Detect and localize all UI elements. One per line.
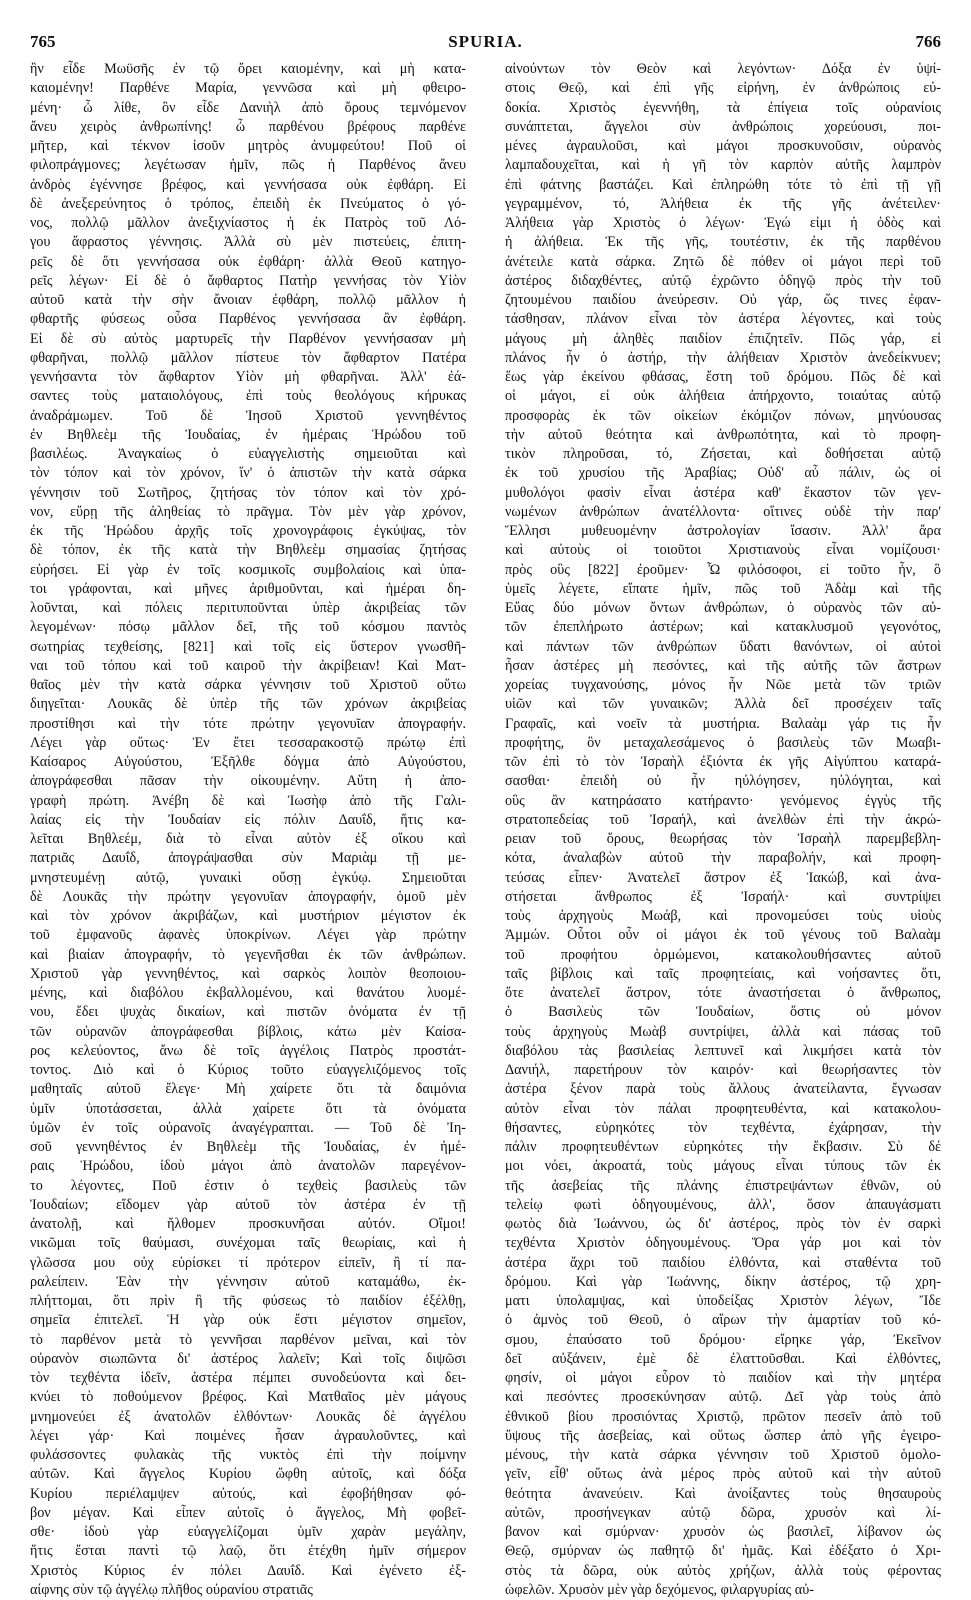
text-line: τὴν αὐτοῦ θεότητα καὶ ἀνθρωπότητα, καὶ τὸ προφη- — [505, 426, 941, 443]
text-line: γου ἄφραστος γέννησις. Ἀλλὰ σὺ μὲν πιστεύεις, ἐπιτη- — [30, 234, 466, 251]
text-line: ἡ ἀλήθεια. Ἐκ τῆς γῆς, τουτέστιν, ἐκ τῆς παρθένου — [505, 234, 941, 251]
text-line: ὁ Βασιλεὺς τῶν Ἰουδαίων, ὅστις οὐ μόνον — [505, 1004, 941, 1021]
text-line: νωμένων ἀνθρώπων ἀνατέλλοντα· οἵτινες οὐδὲ τὴν παρ' — [505, 503, 941, 520]
text-line: τὸν τεχθέντα ἰδεῖν, ἀστέρα πέμπει συνοδεύοντα καὶ δει- — [30, 1370, 466, 1386]
text-line: τὸν τόπον καὶ τὸν χρόνον, ἵν' ὁ ἀπιστῶν τὴν κατὰ σάρκα — [30, 465, 466, 482]
text-line: μυθολόγοι φασὶν εἶναι ἀστέρα καθ' ἕκαστον τῶν γεν- — [505, 484, 941, 501]
text-line: Ἀμμών. Οὗτοι οὖν οἱ μάγοι ἐκ τοῦ γένους τοῦ Βαλαὰμ — [505, 927, 941, 944]
text-line: ὑμῖν ὑποτάσσεται, ἀλλὰ χαίρετε ὅτι τὰ ὀνόματα — [30, 1100, 466, 1117]
text-line: ζητουμένου παιδίου ἀνεύρεσιν. Οὐ γάρ, ὥς τινες ἐφαν- — [505, 292, 941, 308]
text-line: Χριστοῦ γὰρ γεννηθέντος, καὶ σαρκὸς λοιπὸν θεοποιου- — [30, 965, 466, 982]
text-line: μένες ἀγραυλοῦσι, καὶ μάγοι προσκυνοῦσιν, οὐρανὸς — [505, 138, 941, 154]
text-line: ρειαν τοῦ ὄρους, θεωρήσας τὸν Ἰσραὴλ παρεμβεβλη- — [505, 831, 941, 847]
text-line: τοὺς ἀρχηγοὺς Μωάβ, καὶ προνομεύσει τοὺς υἱοὺς — [505, 908, 941, 924]
text-line: βανον καὶ σμύρναν· χρυσὸν ὡς βασιλεῖ, λίβανον ὡς — [505, 1524, 941, 1540]
text-line: τοὺς ἀρχηγοὺς Μωὰβ συντρίψει, ἀλλὰ καὶ πάσας τοῦ — [505, 1023, 941, 1040]
text-line: ἐν Βηθλεὲμ τῆς Ἰουδαίας, ἐν ἡμέραις Ἡρώδου τοῦ — [30, 426, 466, 443]
text-line: μένη· ὦ λίθε, ὃν εἶδε Δανιὴλ ἀπὸ ὄρους τεμνόμενον — [30, 99, 466, 116]
text-line: νου, ἔδει ψυχὰς δικαίων, καὶ πιστῶν ὀνόματα ἐν τῇ — [30, 1004, 466, 1021]
text-line: γεννήσαντα τὸν ἄφθαρτον Υἱὸν μὴ φθαρῆναι. Ἀλλ' ἐά- — [30, 369, 466, 385]
left-text-column — [30, 60, 466, 1598]
text-line: τῶν οὐρανῶν ἀπογράφεσθαι βίβλοις, κάτω μὲν Καίσα- — [30, 1023, 466, 1040]
text-line: ἐκ τοῦ χρυσίου τῆς Ἀραβίας; Οὐδ' αὖ πάλιν, ὡς οἱ — [505, 465, 941, 482]
text-line: μῆτερ, καὶ τέκνον ἰσοῦν μητρὸς ἀνυμφεύτου! Ποῦ οἱ — [30, 138, 466, 154]
text-line: τῶν ἐπεπλήρωτο ἀστέρων; καὶ κατακλυσμοῦ γεγονότος, — [505, 619, 941, 636]
text-line: λεῖται Βηθλεέμ, διὰ τὸ εἶναι αὐτὸν ἐξ οἴκου καὶ — [30, 831, 466, 847]
text-line: αὐτῶν. Καὶ ἄγγελος Κυρίου ὤφθη αὐτοῖς, καὶ δόξα — [30, 1466, 466, 1483]
running-header — [30, 32, 941, 54]
text-line: θήσαντες, εὑρηκότες τὸν τεχθέντα, ἐχάρησαν, τὴν — [505, 1119, 941, 1136]
text-line: τῶν ἐπὶ τὸ τὸν Ἰσραὴλ ἐξιόντα ἐκ γῆς Αἰγύπτου καταρά- — [505, 754, 941, 770]
text-line: Εὔας δύο μόνων ὄντων ἀνθρώπων, ὁ οὐρανὸς τῶν αὐ- — [505, 600, 941, 616]
text-line: γέννησιν τοῦ Σωτῆρος, ζητήσας τὸν τόπον καὶ τὸν χρό- — [30, 484, 466, 501]
text-line: φθαρτῆς φύσεως οὖσα Παρθένος γεννήσασα ἂν ἐφθάρη. — [30, 311, 466, 328]
text-line: φυλάσσοντες φυλακὰς τῆς νυκτὸς ἐπὶ τὴν ποίμνην — [30, 1447, 466, 1463]
text-line: ὑμεῖς λέγετε, εἴπατε ἡμῖν, πῶς τοῦ Ἀδὰμ καὶ τῆς — [505, 580, 941, 597]
text-line: καὶ πεσόντες προσεκύνησαν αὐτῷ. Δεῖ γὰρ τοὺς ἀπὸ — [505, 1389, 941, 1406]
text-line: τοι γράφονται, καὶ μῆνες ἀριθμοῦνται, καὶ ἡμέραι δη- — [30, 580, 466, 597]
text-line: προσφορὰς ἐκ τῶν οἰκείων ἐκόμιζον πόνων, μηνύουσας — [505, 407, 941, 424]
text-line: οὓς ἂν κατηράσατο κατήραντο· γενόμενος ἐγγὺς τῆς — [505, 792, 941, 809]
text-line: δὲ Λουκᾶς τὴν πρώτην γεγονυῖαν ἀπογραφήν, ὁμοῦ μὲν — [30, 888, 466, 905]
text-line: ναι τοῦ τόπου καὶ τοῦ καιροῦ τὴν ἀκρίβειαν! Καὶ Ματ- — [30, 657, 466, 674]
text-line: ἄνευ χειρὸς ἀνθρωπίνης! ὦ παρθένου βρέφους παρθένε — [30, 118, 466, 135]
text-line: τάσθησαν, πλάνον εἶναι τὸν ἀστέρα λέγοντες, καὶ τοὺς — [505, 311, 941, 328]
text-line: σοῦ γεννηθέντος ἐν Βηθλεὲμ τῆς Ἰουδαίας, ἐν ἡμέ- — [30, 1139, 466, 1155]
text-line: νον, εὕρῃ τῆς ἀληθείας τὸ πρᾶγμα. Τὸν μὲν γὰρ χρόνον, — [30, 503, 466, 520]
text-line: τοῦ ἐμφανοῦς ἀφανὲς ὑποκρίνων. Λέγει γὰρ πρώτην — [30, 927, 466, 944]
text-line: ἀνέτειλε κατὰ σάρκα. Ζητῶ δὲ πόθεν οἱ μάγοι περὶ τοῦ — [505, 253, 941, 270]
right-text-column — [505, 60, 941, 1598]
text-line: δὲ τόπον, ἐκ τῆς κατὰ τὴν Βηθλεὲμ σημασίας ζητήσας — [30, 542, 466, 559]
text-line: Δανιήλ, παρετήρουν τὸν καιρόν· καὶ θεωρήσαντες τὸν — [505, 1062, 941, 1078]
text-line: πλήττομαι, ὅτι πρὶν ἢ τῆς φύσεως τὸ παιδίον ἐξέλθῃ, — [30, 1293, 466, 1309]
text-line: βον μέγαν. Καὶ εἶπεν αὐτοῖς ὁ ἄγγελος, Μὴ φοβεῖ- — [30, 1504, 466, 1521]
text-line: τεύσας εἶπεν· Ἀνατελεῖ ἄστρον ἐξ Ἰακώβ, καὶ ἀνα- — [505, 869, 941, 886]
text-line: θαῖος μὲν τὴν κατὰ σάρκα γέννησιν τοῦ Χριστοῦ οὕτω — [30, 677, 466, 693]
text-line: τὸ παρθένον μετὰ τὸ γεννῆσαι παρθένον μεῖναι, καὶ τὸν — [30, 1331, 466, 1348]
text-line: λαίας εἰς τὴν Ἰουδαίαν εἰς πόλιν Δαυΐδ, ἥτις κα- — [30, 811, 466, 828]
text-line: διηγεῖται· Λουκᾶς δὲ ὑπὲρ τῆς τῶν χρόνων ἀκριβείας — [30, 696, 466, 713]
text-line: Καίσαρος Αὐγούστου, Ἐξῆλθε δόγμα ἀπὸ Αὐγούστου, — [30, 754, 466, 770]
text-line: οἱ μάγοι, εἰ οὐκ ἀλήθεια ἀπήρχοντο, τοιαύτας αὐτῷ — [505, 388, 941, 405]
text-line: Ἀλήθεια γὰρ Χριστὸς ὁ λέγων· Ἐγώ εἰμι ἡ ὁδὸς καὶ — [505, 215, 941, 231]
text-line: ρεῖς δὲ ὅτι γεννήσασα οὐκ ἐφθάρη· ἀλλὰ Θεοῦ κατηγο- — [30, 253, 466, 270]
text-line: τικὸν πληροῦσαι, τό, Ζήσεται, καὶ δοθήσεται αὐτῷ — [505, 446, 941, 462]
text-line: αὐτὸν εἶναι τὸν πάλαι προφητευθέντα, καὶ κατακολου- — [505, 1100, 941, 1117]
text-line: χορείας τυγχανούσης, μόνος ἦν Νῶε μετὰ τῶν τριῶν — [505, 677, 941, 693]
text-line: μάγους μὴ ἀληθὲς παιδίον ἐπιζητεῖν. Πῶς γάρ, εἰ — [505, 330, 941, 347]
text-line: ραις Ἡρώδου, ἰδοὺ μάγοι ἀπὸ ἀνατολῶν παρεγένον- — [30, 1158, 466, 1175]
text-line: τελείῳ φωτὶ ὁδηγουμένους, ἀλλ', ὅσον ἀπαυγάσματι — [505, 1196, 941, 1213]
text-line: στὸς τὰ δῶρα, οὐκ αὐτὸς χρήζων, ἀλλὰ τοὺς φέροντας — [505, 1562, 941, 1579]
text-line: ἀστέρα ξένον παρὰ τοὺς ἄλλους ἀνατείλαντα, ἔγνωσαν — [505, 1081, 941, 1098]
text-line: μαθηταῖς αὐτοῦ ἔλεγε· Μὴ χαίρετε ὅτι τὰ δαιμόνια — [30, 1081, 466, 1098]
text-line: ὠφελῶν. Χρυσὸν μὲν γὰρ δεχόμενος, φιλαργυρίας αὐ- — [505, 1581, 814, 1598]
left-page-number: 765 — [30, 32, 56, 51]
text-line: πρὸς οὓς [822] ἐροῦμεν· Ὦ φιλόσοφοι, εἰ τοῦτο ἦν, ὃ — [505, 561, 941, 578]
text-line: τῆς ἀσεβείας τῆς πλάνης ἐπιστρεψάντων ἐθνῶν, οὐ — [505, 1177, 941, 1194]
text-line: σμου, ἐπαύσατο τοῦ δρόμου· εἴρηκε γάρ, Ἐκεῖνον — [505, 1331, 941, 1348]
text-line: στοις Θεῷ, καὶ ἐπὶ γῆς εἰρήνη, ἐν ἀνθρώποις εὐ- — [505, 80, 941, 97]
text-line: ἦσαν ἀστέρες μὴ πεσόντες, καὶ τῆς αὐτῆς τῶν ἄστρων — [505, 657, 941, 674]
text-line: φωτὸς διὰ Ἰωάννου, ὡς δι' ἀστέρος, πρὸς τὸν ἐν σαρκὶ — [505, 1216, 941, 1232]
text-line: Ἰουδαίων; εἴδομεν γὰρ αὐτοῦ τὸν ἀστέρα ἐν τῇ — [30, 1196, 466, 1213]
text-line: καὶ τὸν χρόνον ἀκριβάζων, καὶ μυστήριον μέγιστον ἐκ — [30, 908, 466, 924]
text-line: κνύει τὸ ποθούμενον βρέφος. Καὶ Ματθαῖος μὲν μάγους — [30, 1389, 466, 1406]
text-line: γραφὴ πρώτη. Ἀνέβη δὲ καὶ Ἰωσὴφ ἀπὸ τῆς Γαλι- — [30, 792, 466, 809]
text-line: ἀπογράφεσθαι πᾶσαν τὴν οἰκουμένην. Αὕτη ἡ ἀπο- — [30, 773, 466, 790]
text-line: δεῖ αὐξάνειν, ἐμὲ δὲ ἐλαττοῦσθαι. Καὶ ἐλθόντες, — [505, 1350, 941, 1367]
right-page-number: 766 — [915, 32, 941, 51]
text-line: φιλοπράγμονες; λεγέτωσαν ἡμῖν, πῶς ἡ Παρθένος ἄνευ — [30, 157, 466, 174]
text-line: θεότητα ἀνανεύειν. Καὶ ἀνοίξαντες τοὺς θησαυροὺς — [505, 1485, 941, 1502]
text-line: μοι νόει, ἀκροατά, τοὺς μάγους εἶναι τύπους τῶν ἐκ — [505, 1158, 941, 1175]
text-line: γεῖν, εἶθ' οὕτως ἀνὰ μέρος πρὸς αὐτοῦ καὶ τὴν αὐτοῦ — [505, 1466, 941, 1483]
text-line: Γραφαῖς, καὶ νοεῖν τὰ μυστήρια. Βαλαὰμ γάρ τις ἦν — [505, 715, 941, 732]
text-line: ἀνατολῇ, καὶ ἤλθομεν προσκυνῆσαι αὐτόν. Οἴμοι! — [30, 1216, 466, 1232]
text-line: μένους, τὴν κατὰ σάρκα γέννησιν τοῦ Χριστοῦ ὁμολο- — [505, 1447, 941, 1463]
text-line: ἣν εἶδε Μωϋσῆς ἐν τῷ ὄρει καιομένην, καὶ μὴ κατα- — [30, 61, 466, 77]
text-line: Χριστὸς Κύριος ἐν πόλει Δαυΐδ. Καὶ ἐγένετο ἐξ- — [30, 1562, 466, 1579]
text-line: γλῶσσα μου οὐχ εὑρίσκει τί πρότερον εἰπεῖν, ἢ τί πα- — [30, 1254, 466, 1271]
text-line: πλάνος ἦν ὁ ἀστήρ, τὴν ἀλήθειαν Χριστὸν ἀνεδείκνυεν; — [505, 349, 941, 366]
text-line: νος, πολλῷ μᾶλλον ἀνεξιχνίαστος ἡ ἐκ Πατρὸς τοῦ Λό- — [30, 215, 466, 231]
text-line: λοῦνται, καὶ πόλεις περιτυποῦνται ὑπὲρ ἀκριβείας τῶν — [30, 600, 466, 616]
text-line: μνηστευμένῃ αὐτῷ, γυναικὶ οὔσῃ ἐγκύῳ. Σημειοῦται — [30, 869, 466, 886]
text-line: Κυρίου περιέλαμψεν αὐτούς, καὶ ἐφοβήθησαν φό- — [30, 1485, 466, 1502]
text-line: ἀστέρος διδαχθέντες, αὐτῷ ἐχρῶντο ὁδηγῷ πρὸς τὴν τοῦ — [505, 272, 941, 289]
text-line: βασιλέως. Ἀναγκαίως ὁ εὐαγγελιστὴς σημειοῦται καὶ — [30, 446, 466, 462]
text-line: Θεῷ, σμύρναν ὡς παθητῷ δι' ἡμᾶς. Καὶ ἐδέξατο ὁ Χρι- — [505, 1543, 941, 1560]
text-line: ἐπὶ φάτνης βαστάζει. Καὶ ἐπληρώθη τότε τὸ ἐπὶ τῇ γῇ — [505, 176, 941, 193]
text-line: αἰνούντων τὸν Θεὸν καὶ λεγόντων· Δόξα ἐν ὑψί- — [505, 61, 941, 77]
text-line: Λέγει γὰρ οὕτως· Ἐν ἔτει τεσσαρακοστῷ πρώτῳ ἐπὶ — [30, 734, 466, 751]
text-line: ματι ὑπολαμψας, καὶ ὑποδείξας Χριστὸν λέγων, Ἴδε — [505, 1293, 941, 1309]
text-line: ὕψους τῆς ἀσεβείας, καὶ οὕτως ὥσπερ ἀπὸ γῆς ἐγειρο- — [505, 1427, 941, 1444]
text-line: λεγομένων· πόσῳ μᾶλλον δεῖ, τῆς τοῦ κόσμου παντὸς — [30, 619, 466, 636]
text-line: καιομένην! Παρθένε Μαρία, γεννῶσα καὶ μὴ φθειρο- — [30, 80, 466, 97]
running-title: SPURIA. — [448, 32, 523, 51]
text-line: σαντες τοὺς ματαιολόγους, ἐπὶ τοὺς θεολόγους κήρυκας — [30, 388, 466, 405]
text-line: κότα, ἀναλαβὼν αὐτοῦ τὴν παραβολήν, καὶ προφη- — [505, 850, 941, 867]
text-line: ἐκ τῆς Ἡρώδου ἀρχῆς τοῖς χρονογράφοις ἐγκύψας, τὸν — [30, 523, 466, 539]
text-line: αὐτῶν, προσήνεγκαν αὐτῷ δῶρα, χρυσὸν καὶ λί- — [505, 1504, 941, 1521]
text-line: καὶ βιαίαν ἀπογραφήν, τὸ γεγενῆσθαι ἐκ τῶν ἀνθρώπων. — [30, 946, 466, 963]
text-line: σθε· ἰδοὺ γὰρ εὐαγγελίζομαι ὑμῖν χαρὰν μεγάλην, — [30, 1524, 466, 1540]
text-line: οὐρανὸν σιωπῶντα δι' ἀστέρος λαλεῖν; Καὶ τοῖς διψῶσι — [30, 1350, 466, 1367]
text-line: γεγραμμένον, τό, Ἀλήθεια ἐκ τῆς γῆς ἀνέτειλεν· — [505, 195, 941, 212]
text-line: σημεῖα ἐπιτελεῖ. Ἡ γὰρ οὐκ ἔστι μέγιστον σημεῖον, — [30, 1312, 466, 1329]
text-line: καὶ πάντων τῶν ἀνθρώπων ὕδατι θανόντων, οἱ αὐτοὶ — [505, 638, 941, 655]
text-line: ὁ ἀμνὸς τοῦ Θεοῦ, ὁ αἴρων τὴν ἁμαρτίαν τοῦ κό- — [505, 1312, 941, 1329]
text-line: διαβόλου τὰς βασιλείας λεπτυνεῖ καὶ λικμήσει κατὰ τὸν — [505, 1042, 941, 1059]
text-line: τεχθέντα Χριστὸν ὁδηγουμένους. Ὅρα γάρ μοι καὶ τὸν — [505, 1235, 941, 1252]
text-line: υἱῶν καὶ τῶν γυναικῶν; Ἀλλὰ δεῖ προσέχειν ταῖς — [505, 696, 941, 713]
text-line: στήσεται ἄνθρωπος ἐξ Ἰσραήλ· καὶ συντρίψει — [505, 888, 941, 905]
text-line: εὑρήσει. Εἰ γὰρ ἐν τοῖς κοσμικοῖς συμβολαίοις καὶ ὑπα- — [30, 561, 466, 578]
text-line: τοντος. Διὸ καὶ ὁ Κύριος τοῦτο εὐαγγελιζόμενος τοῖς — [30, 1062, 466, 1078]
text-line: ἀναδράμωμεν. Τοῦ δὲ Ἰησοῦ Χριστοῦ γεννηθέντος — [30, 407, 466, 424]
text-line: αίφνης σὺν τῷ ἀγγέλῳ πλῆθος οὐρανίου στρατιᾶς — [30, 1581, 313, 1598]
text-line: ρος κελεύοντος, ἄνω δὲ τοῖς ἀγγέλοις Πατρὸς προστάτ- — [30, 1042, 466, 1059]
text-line: τοῦ προφήτου ὁρμώμενοι, κατακολουθήσαντες αὐτοῦ — [505, 946, 941, 963]
text-line: ἀνδρὸς ἐγέννησε βρέφος, καὶ γεννήσασα οὐκ ἐφθάρη. Εἰ — [30, 176, 466, 193]
text-line: αὐτοῦ κατὰ τὴν σὴν ἄνοιαν ἐφθάρη, πολλῷ μᾶλλον ἡ — [30, 292, 466, 308]
text-line: ρεῖς λέγων· Εἰ δὲ ὁ ἄφθαρτος Πατὴρ γεννήσας τὸν Υἱὸν — [30, 272, 466, 289]
text-line: νικῶμαι τοῖς θαύμασι, συνέχομαι ταῖς θεωρίαις, καὶ ἡ — [30, 1235, 466, 1252]
text-line: καὶ αὐτοὺς οἱ τοιοῦτοι Χριστιανοὺς εἶναι νομίζουσι· — [505, 542, 941, 559]
text-line: προφήτης, ὃν μεταχαλεσάμενος ὁ βασιλεὺς τῶν Μωαβι- — [505, 734, 941, 751]
text-line: πατριᾶς Δαυΐδ, ἀπογράψασθαι σὺν Μαριὰμ τῇ με- — [30, 850, 466, 867]
text-line: μνημονεύει ἐξ ἀνατολῶν ἐλθόντων· Λουκᾶς δὲ ἀγγέλου — [30, 1408, 466, 1425]
text-line: πάλιν προφητευθέντων εὑρηκότες τὴν ἔκβασιν. Σὺ δέ — [505, 1139, 941, 1155]
text-line: Εἰ δὲ σὺ αὐτὸς μαρτυρεῖς τὴν Παρθένον γεννήσασαν μὴ — [30, 330, 466, 347]
text-line: ἀστέρα ἄχρι τοῦ παιδίου ἐλθόντα, καὶ σταθέντα τοῦ — [505, 1254, 941, 1271]
text-line: ἥτις ἔσται παντὶ τῷ λαῷ, ὅτι ἐτέχθη ἡμῖν σήμερον — [30, 1543, 466, 1560]
text-line: στρατοπεδείας τοῦ Ἰσραήλ, καὶ ἀνελθὼν ἐπὶ τὴν ἀκρώ- — [505, 811, 941, 828]
text-line: σασθαι· ἐπειδὴ οὐ ἦν ηὐλόγησεν, ηὐλόγηται, καὶ — [505, 773, 941, 790]
text-line: ἐθνικοῦ βίου προσιόντας Χριστῷ, πρῶτον πεσεῖν ἀπὸ τοῦ — [505, 1408, 941, 1425]
text-line: λέγει γάρ· Καὶ ποιμένες ἦσαν ἀγραυλοῦντες, καὶ — [30, 1427, 466, 1444]
text-line: το λέγοντες, Ποῦ ἐστιν ὁ τεχθεὶς βασιλεὺς τῶν — [30, 1177, 466, 1194]
text-line: μένης, καὶ διαβόλου ἐκβαλλομένου, καὶ θανάτου λυομέ- — [30, 985, 466, 1001]
text-line: λαμπαδουχεῖται, καὶ ἡ γῆ τὸν καρπὸν αὐτῆς λαμπρὸν — [505, 157, 941, 174]
text-line: φησίν, οἱ μάγοι εὗρον τὸ παιδίον καὶ τὴν μητέρα — [505, 1370, 941, 1386]
text-line: δὲ ἀνεξερεύνητος ὁ τρόπος, ἐπειδὴ ἐκ Πνεύματος ὁ γό- — [30, 195, 466, 212]
text-line: ραλείπειν. Ἐὰν τὴν γέννησιν αὐτοῦ καταμάθω, ἐκ- — [30, 1273, 466, 1290]
text-line: ὑμῶν ἐν τοῖς οὐρανοῖς ἀναγέγραπται. — Τοῦ δὲ Ἰη- — [30, 1119, 466, 1136]
text-line: δρόμου. Καὶ γὰρ Ἰωάννης, δίκην ἀστέρος, τῷ χρη- — [505, 1273, 941, 1290]
text-line: φθαρῆναι, πολλῷ μᾶλλον πίστευε τὸν ἄφθαρτον Πατέρα — [30, 349, 466, 366]
text-line: Ἕλλησι μυθευομένην ἀστρολογίαν ἴσασιν. Ἀλλ' ἄρα — [505, 523, 941, 539]
text-line: ὅτε ἀνατελεῖ ἄστρον, τότε ἀναστήσεται ὁ ἄνθρωπος, — [505, 985, 941, 1001]
text-line: συνάπτεται, ἄγγελοι σὺν ἀνθρώποις χορεύουσι, ποι- — [505, 118, 941, 135]
text-line: προστίθησι καὶ τὴν τότε πρώτην γεγονυῖαν ἀπογραφήν. — [30, 715, 466, 732]
text-line: σωτηρίας τεχθείσης, [821] καὶ τοῖς εἰς ὕστερον γνωσθῆ- — [30, 638, 466, 655]
text-line: ἕως γὰρ ἐκείνου φθάσας, ἔστη τοῦ δρόμου. Πῶς δὲ καὶ — [505, 369, 941, 385]
text-line: δοκία. Χριστὸς ἐγεννήθη, τὰ ἐπίγεια τοῖς οὐρανίοις — [505, 99, 941, 116]
text-line: ταῖς βίβλοις καὶ ταῖς προφητείαις, καὶ νοήσαντες ὅτι, — [505, 965, 941, 982]
